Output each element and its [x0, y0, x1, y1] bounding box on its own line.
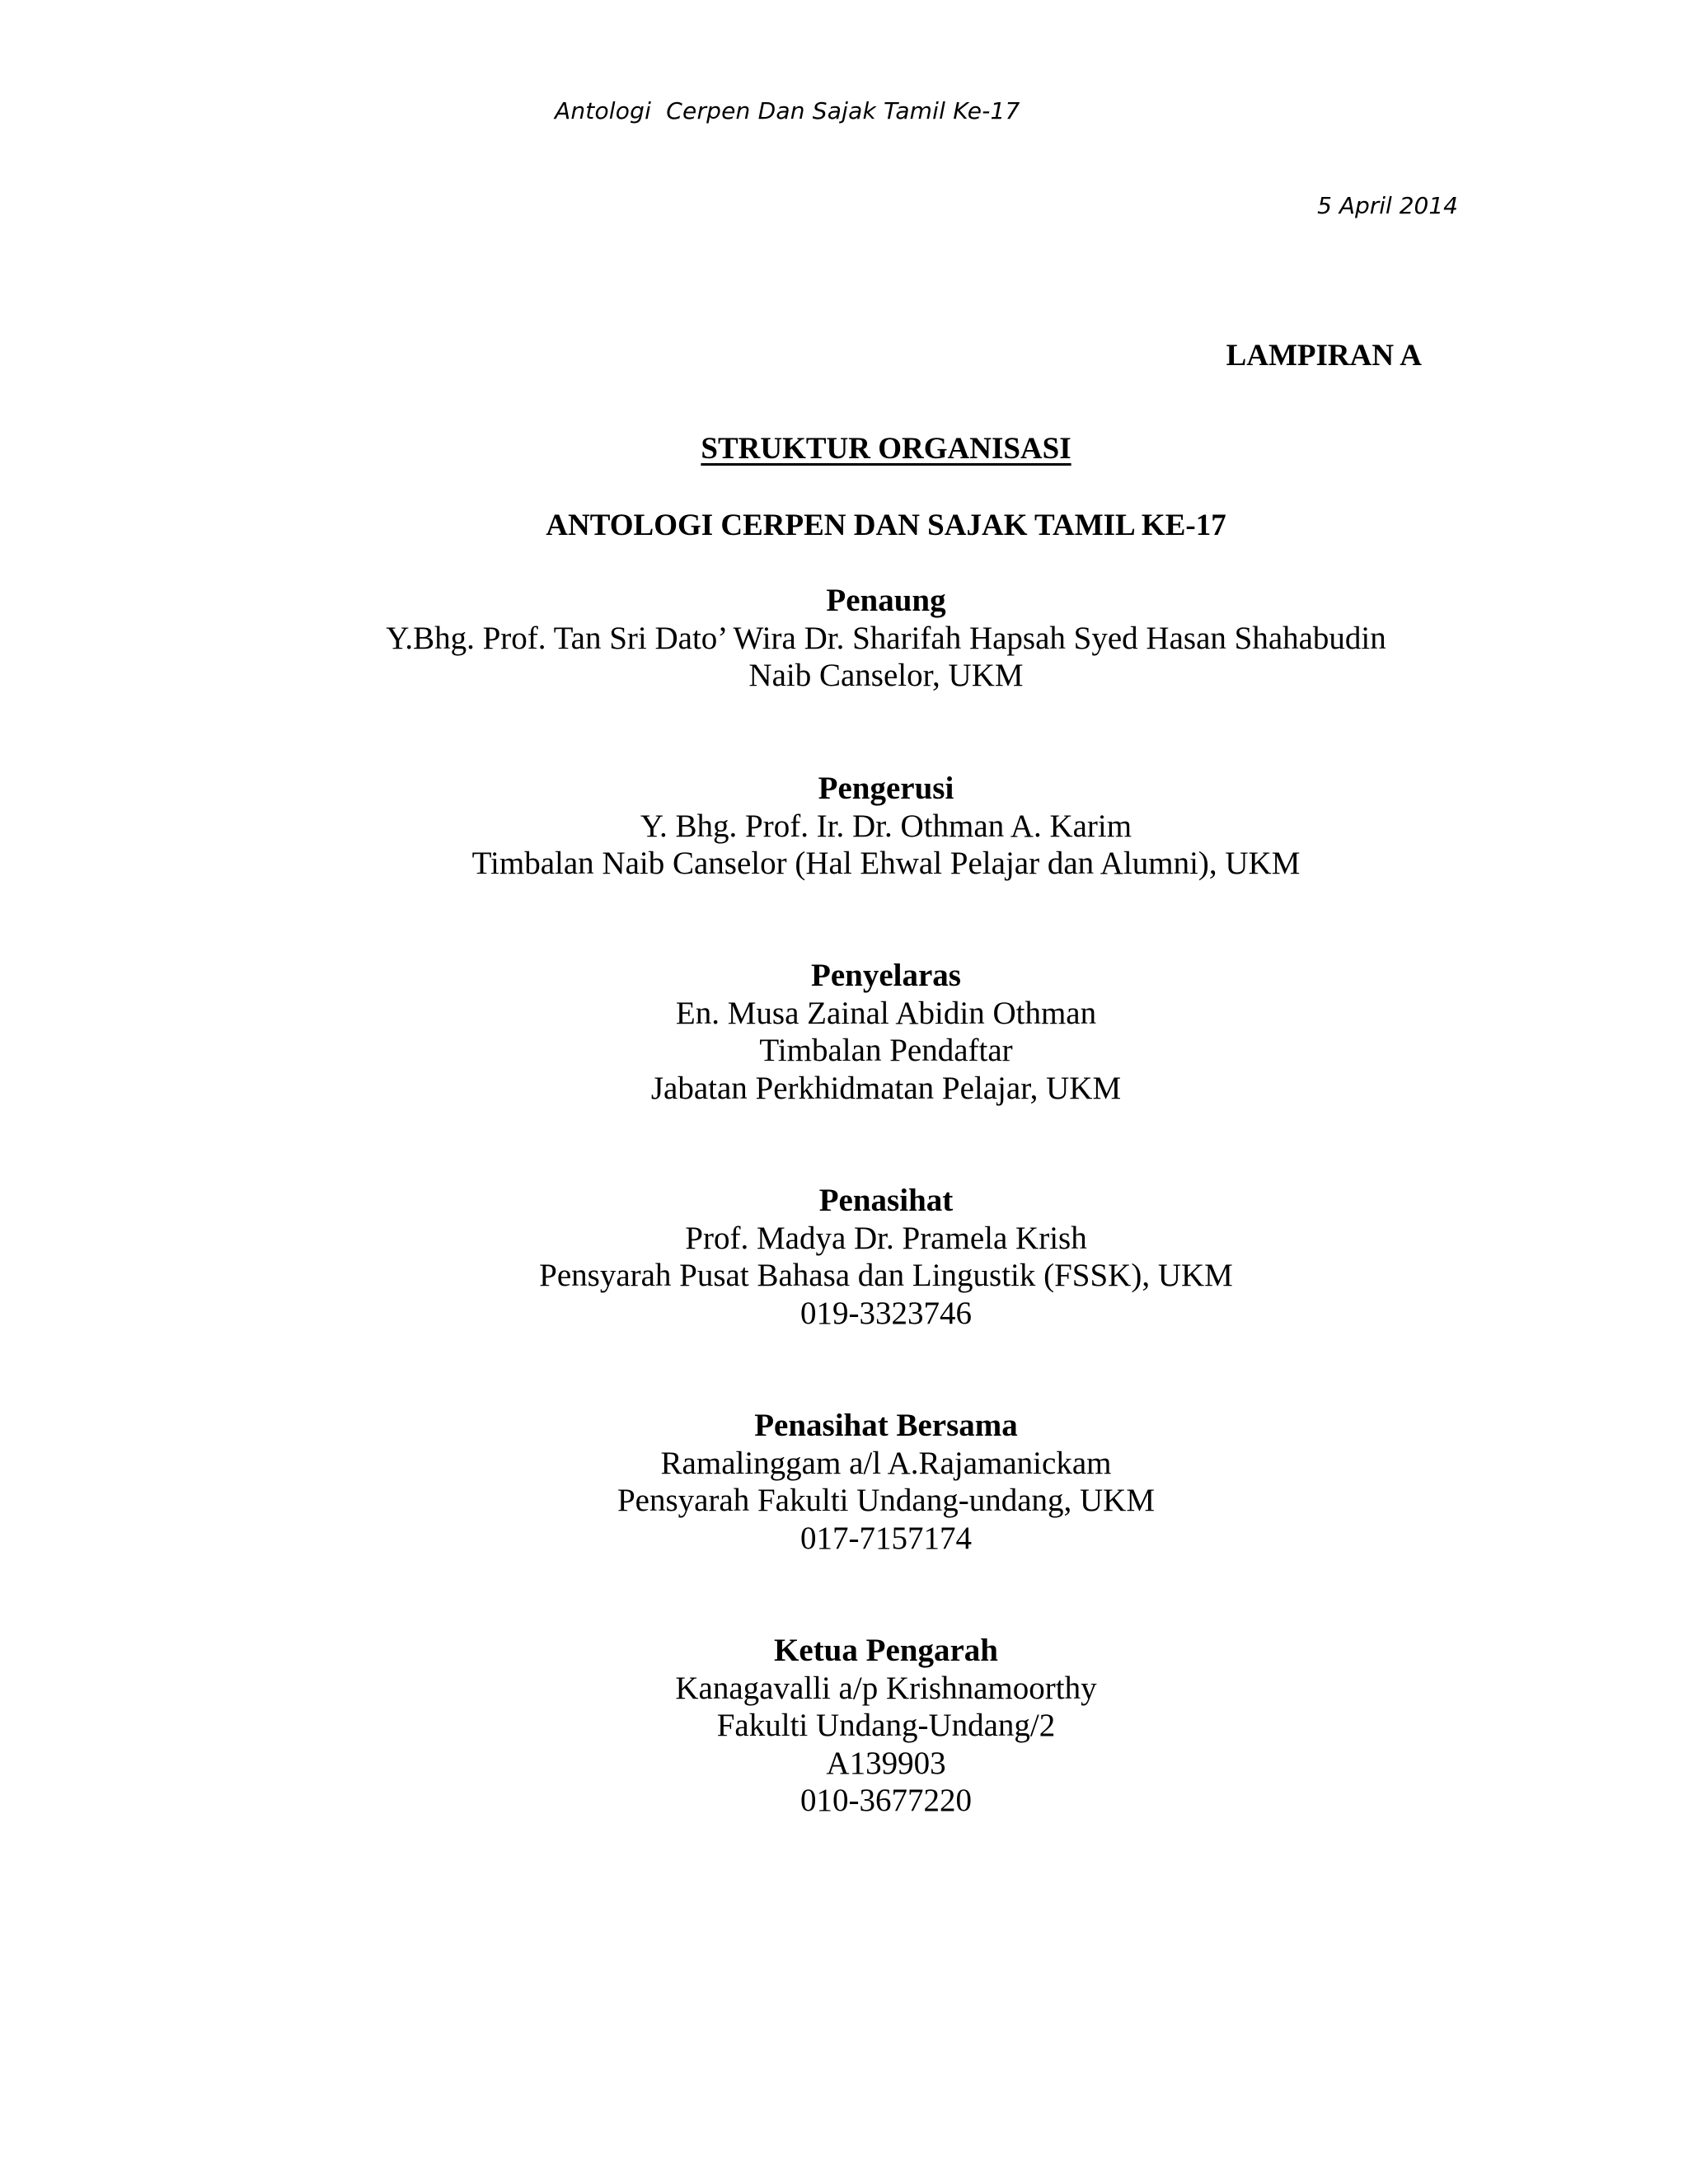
section-line: Kanagavalli a/p Krishnamoorthy	[675, 1670, 1097, 1706]
appendix-label: LAMPIRAN A	[1226, 339, 1422, 373]
section-line: Ramalinggam a/l A.Rajamanickam	[660, 1445, 1112, 1481]
document-subtitle: ANTOLOGI CERPEN DAN SAJAK TAMIL KE-17	[546, 509, 1226, 542]
section-line: Pensyarah Pusat Bahasa dan Lingustik (FSSK), UKM	[539, 1258, 1233, 1293]
section-role: Penasihat	[818, 1183, 954, 1218]
section-penasihat-bersama	[0, 1407, 1688, 1557]
section-penaung	[0, 582, 1688, 695]
section-line: Fakulti Undang-Undang/2	[716, 1708, 1056, 1743]
section-line: En. Musa Zainal Abidin Othman	[675, 995, 1097, 1031]
section-line: Timbalan Pendaftar	[759, 1033, 1013, 1068]
section-role: Penaung	[826, 583, 946, 618]
section-line: Prof. Madya Dr. Pramela Krish	[685, 1220, 1087, 1256]
section-line: A139903	[826, 1745, 946, 1781]
section-line: 010-3677220	[800, 1783, 972, 1818]
section-role: Penyelaras	[811, 958, 961, 993]
section-line: Y. Bhg. Prof. Ir. Dr. Othman A. Karim	[640, 808, 1132, 844]
section-line: Naib Canselor, UKM	[748, 658, 1024, 693]
section-role: Pengerusi	[818, 771, 954, 806]
section-line: 017-7157174	[800, 1520, 972, 1556]
document-title: STRUKTUR ORGANISASI	[701, 432, 1071, 466]
section-pengerusi	[0, 770, 1688, 883]
section-line: Timbalan Naib Canselor (Hal Ehwal Pelajar dan Alumni), UKM	[471, 846, 1301, 881]
section-line: Y.Bhg. Prof. Tan Sri Dato’ Wira Dr. Sharifah Hapsah Syed Hasan Shahabudin	[386, 620, 1386, 656]
section-line: Jabatan Perkhidmatan Pelajar, UKM	[650, 1070, 1122, 1106]
section-line: 019-3323746	[800, 1295, 972, 1331]
section-role: Penasihat Bersama	[754, 1408, 1018, 1443]
section-ketua-pengarah	[0, 1632, 1688, 1820]
running-header: Antologi Cerpen Dan Sajak Tamil Ke-17	[555, 97, 1020, 124]
section-line: Pensyarah Fakulti Undang-undang, UKM	[617, 1483, 1156, 1518]
section-penasihat	[0, 1182, 1688, 1332]
section-penyelaras	[0, 957, 1688, 1107]
document-date: 5 April 2014	[1317, 192, 1458, 219]
section-role: Ketua Pengarah	[774, 1633, 998, 1668]
